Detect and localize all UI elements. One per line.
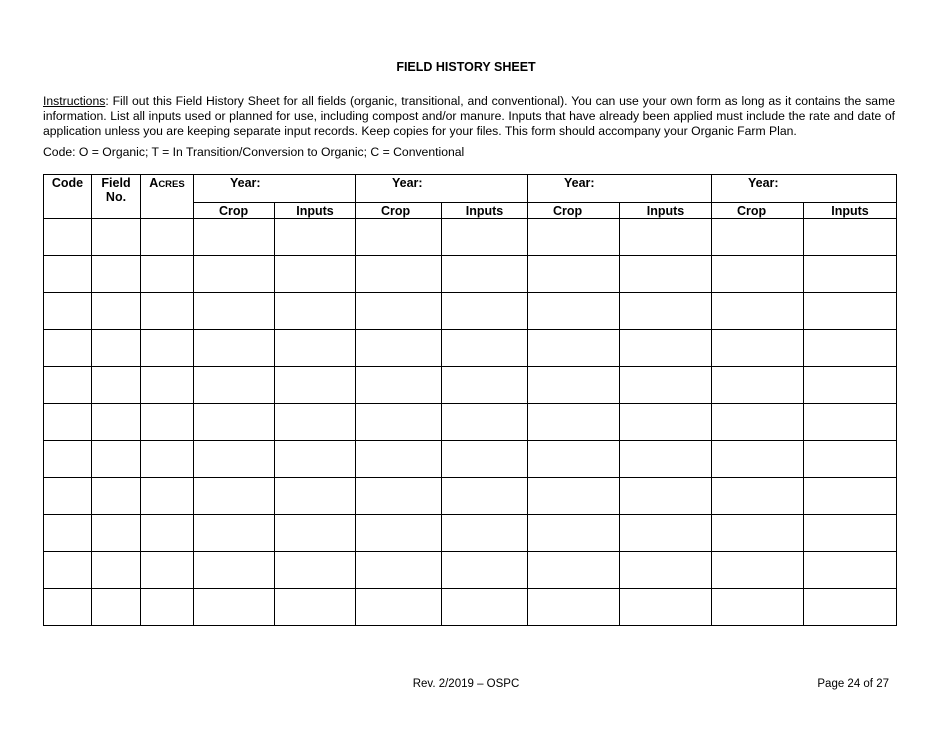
cell-year4-crop[interactable]	[712, 256, 804, 293]
cell-year4-inputs[interactable]	[804, 293, 897, 330]
table-row	[44, 330, 897, 367]
cell-year3-inputs[interactable]	[620, 219, 712, 256]
cell-year3-inputs[interactable]	[620, 552, 712, 589]
cell-year4-inputs[interactable]	[804, 552, 897, 589]
cell-year3-crop[interactable]	[528, 219, 620, 256]
header-field-line1: Field	[101, 176, 131, 190]
cell-code[interactable]	[44, 367, 92, 404]
instructions-label: Instructions	[43, 94, 106, 108]
cell-year1-inputs[interactable]	[275, 256, 356, 293]
cell-year1-crop[interactable]	[194, 256, 275, 293]
cell-acres[interactable]	[141, 256, 194, 293]
cell-year4-crop[interactable]	[712, 552, 804, 589]
table-row	[44, 589, 897, 626]
cell-year3-crop[interactable]	[528, 515, 620, 552]
table-row	[44, 219, 897, 256]
cell-year3-inputs[interactable]	[620, 367, 712, 404]
table-body	[44, 219, 897, 626]
cell-code[interactable]	[44, 256, 92, 293]
cell-year4-crop[interactable]	[712, 515, 804, 552]
cell-acres[interactable]	[141, 441, 194, 478]
cell-year1-inputs[interactable]	[275, 293, 356, 330]
cell-year1-inputs[interactable]	[275, 330, 356, 367]
cell-year3-inputs[interactable]	[620, 404, 712, 441]
cell-year1-crop[interactable]	[194, 589, 275, 626]
cell-year2-inputs[interactable]	[442, 256, 528, 293]
cell-year3-crop[interactable]	[528, 330, 620, 367]
cell-year1-crop[interactable]	[194, 367, 275, 404]
cell-year2-crop[interactable]	[356, 552, 442, 589]
cell-code[interactable]	[44, 478, 92, 515]
cell-year1-inputs[interactable]	[275, 515, 356, 552]
cell-field-no[interactable]	[92, 330, 141, 367]
cell-year1-crop[interactable]	[194, 293, 275, 330]
cell-year4-inputs[interactable]	[804, 404, 897, 441]
cell-year2-crop[interactable]	[356, 330, 442, 367]
cell-year3-crop[interactable]	[528, 441, 620, 478]
cell-year4-inputs[interactable]	[804, 589, 897, 626]
cell-field-no[interactable]	[92, 515, 141, 552]
cell-year2-inputs[interactable]	[442, 367, 528, 404]
header-inputs-3: Inputs	[620, 203, 712, 219]
cell-year4-inputs[interactable]	[804, 367, 897, 404]
cell-year3-crop[interactable]	[528, 256, 620, 293]
cell-acres[interactable]	[141, 478, 194, 515]
cell-field-no[interactable]	[92, 219, 141, 256]
cell-year2-crop[interactable]	[356, 256, 442, 293]
cell-field-no[interactable]	[92, 552, 141, 589]
header-field-line2: No.	[105, 190, 127, 204]
header-code: Code	[44, 175, 92, 219]
cell-year1-inputs[interactable]	[275, 478, 356, 515]
cell-year1-crop[interactable]	[194, 478, 275, 515]
cell-year4-crop[interactable]	[712, 367, 804, 404]
header-crop-4: Crop	[712, 203, 804, 219]
cell-code[interactable]	[44, 589, 92, 626]
cell-year2-inputs[interactable]	[442, 552, 528, 589]
instructions-paragraph	[43, 94, 895, 139]
cell-year2-inputs[interactable]	[442, 441, 528, 478]
table-row	[44, 515, 897, 552]
cell-year3-inputs[interactable]	[620, 330, 712, 367]
cell-year4-crop[interactable]	[712, 219, 804, 256]
cell-code[interactable]	[44, 515, 92, 552]
cell-code[interactable]	[44, 219, 92, 256]
header-year-4: Year:	[712, 175, 897, 203]
cell-year4-inputs[interactable]	[804, 441, 897, 478]
cell-year1-inputs[interactable]	[275, 404, 356, 441]
footer-revision: Rev. 2/2019 – OSPC	[412, 678, 520, 690]
cell-acres[interactable]	[141, 219, 194, 256]
header-acres-rest: CRES	[158, 179, 185, 190]
table-row	[44, 552, 897, 589]
cell-year1-crop[interactable]	[194, 515, 275, 552]
cell-year4-crop[interactable]	[712, 478, 804, 515]
cell-field-no[interactable]	[92, 404, 141, 441]
cell-year3-inputs[interactable]	[620, 478, 712, 515]
header-year-3: Year:	[528, 175, 712, 203]
cell-year4-inputs[interactable]	[804, 330, 897, 367]
cell-year3-crop[interactable]	[528, 552, 620, 589]
header-inputs-2: Inputs	[442, 203, 528, 219]
cell-code[interactable]	[44, 330, 92, 367]
header-year-1: Year:	[194, 175, 356, 203]
cell-code[interactable]	[44, 552, 92, 589]
cell-acres[interactable]	[141, 293, 194, 330]
cell-year3-crop[interactable]	[528, 367, 620, 404]
table-row	[44, 404, 897, 441]
cell-year2-inputs[interactable]	[442, 219, 528, 256]
cell-year2-crop[interactable]	[356, 293, 442, 330]
cell-acres[interactable]	[141, 515, 194, 552]
table-row	[44, 367, 897, 404]
cell-year4-crop[interactable]	[712, 589, 804, 626]
cell-code[interactable]	[44, 441, 92, 478]
cell-year3-crop[interactable]	[528, 589, 620, 626]
header-acres	[141, 175, 194, 219]
table-row	[44, 478, 897, 515]
table-row	[44, 293, 897, 330]
cell-year1-crop[interactable]	[194, 219, 275, 256]
cell-year4-inputs[interactable]	[804, 219, 897, 256]
cell-year3-inputs[interactable]	[620, 589, 712, 626]
cell-acres[interactable]	[141, 330, 194, 367]
cell-year1-crop[interactable]	[194, 330, 275, 367]
cell-year4-inputs[interactable]	[804, 478, 897, 515]
cell-year4-crop[interactable]	[712, 293, 804, 330]
cell-year3-inputs[interactable]	[620, 441, 712, 478]
cell-year2-inputs[interactable]	[442, 478, 528, 515]
cell-acres[interactable]	[141, 552, 194, 589]
cell-year3-inputs[interactable]	[620, 293, 712, 330]
cell-year2-inputs[interactable]	[442, 515, 528, 552]
cell-field-no[interactable]	[92, 441, 141, 478]
cell-year2-crop[interactable]	[356, 367, 442, 404]
cell-year1-inputs[interactable]	[275, 219, 356, 256]
cell-year2-crop[interactable]	[356, 441, 442, 478]
footer-page-number: Page 24 of 27	[817, 678, 889, 690]
cell-year1-crop[interactable]	[194, 404, 275, 441]
cell-year3-crop[interactable]	[528, 293, 620, 330]
cell-acres[interactable]	[141, 367, 194, 404]
cell-field-no[interactable]	[92, 367, 141, 404]
table-row	[44, 441, 897, 478]
cell-year1-crop[interactable]	[194, 552, 275, 589]
cell-year2-crop[interactable]	[356, 219, 442, 256]
cell-year2-crop[interactable]	[356, 404, 442, 441]
cell-code[interactable]	[44, 293, 92, 330]
cell-field-no[interactable]	[92, 256, 141, 293]
cell-year2-inputs[interactable]	[442, 589, 528, 626]
cell-year4-crop[interactable]	[712, 330, 804, 367]
cell-year3-inputs[interactable]	[620, 256, 712, 293]
header-inputs-1: Inputs	[275, 203, 356, 219]
cell-year3-inputs[interactable]	[620, 515, 712, 552]
cell-year4-inputs[interactable]	[804, 515, 897, 552]
header-year-2: Year:	[356, 175, 528, 203]
header-crop-3: Crop	[528, 203, 620, 219]
header-field-no	[92, 175, 141, 219]
cell-year3-crop[interactable]	[528, 478, 620, 515]
header-inputs-4: Inputs	[804, 203, 897, 219]
cell-year2-inputs[interactable]	[442, 293, 528, 330]
cell-year1-crop[interactable]	[194, 441, 275, 478]
cell-code[interactable]	[44, 404, 92, 441]
cell-acres[interactable]	[141, 404, 194, 441]
instructions-text: : Fill out this Field History Sheet for all fields (organic, transitional, and conventional). You can use your own form as long as it contains the same information. List all inputs used or planned for use, including compost and/or manure. Inputs that have already been applied must include the rate and date of application unless you are keeping separate input records. Keep copies for your files. This form should accompany your Organic Farm Plan.	[43, 94, 895, 138]
cell-year2-crop[interactable]	[356, 515, 442, 552]
cell-year4-inputs[interactable]	[804, 256, 897, 293]
cell-year1-inputs[interactable]	[275, 441, 356, 478]
header-acres-initial: A	[149, 176, 159, 190]
cell-field-no[interactable]	[92, 293, 141, 330]
page-title: FIELD HISTORY SHEET	[396, 60, 536, 74]
cell-year4-crop[interactable]	[712, 441, 804, 478]
cell-field-no[interactable]	[92, 478, 141, 515]
header-crop-1: Crop	[194, 203, 275, 219]
header-crop-2: Crop	[356, 203, 442, 219]
cell-year1-inputs[interactable]	[275, 552, 356, 589]
cell-year1-inputs[interactable]	[275, 589, 356, 626]
cell-year2-crop[interactable]	[356, 478, 442, 515]
cell-acres[interactable]	[141, 589, 194, 626]
cell-year3-crop[interactable]	[528, 404, 620, 441]
cell-year4-crop[interactable]	[712, 404, 804, 441]
cell-year2-inputs[interactable]	[442, 404, 528, 441]
cell-field-no[interactable]	[92, 589, 141, 626]
table-row	[44, 256, 897, 293]
cell-year2-inputs[interactable]	[442, 330, 528, 367]
cell-year1-inputs[interactable]	[275, 367, 356, 404]
field-history-table	[43, 174, 897, 626]
code-legend: Code: O = Organic; T = In Transition/Conversion to Organic; C = Conventional	[43, 145, 465, 159]
cell-year2-crop[interactable]	[356, 589, 442, 626]
